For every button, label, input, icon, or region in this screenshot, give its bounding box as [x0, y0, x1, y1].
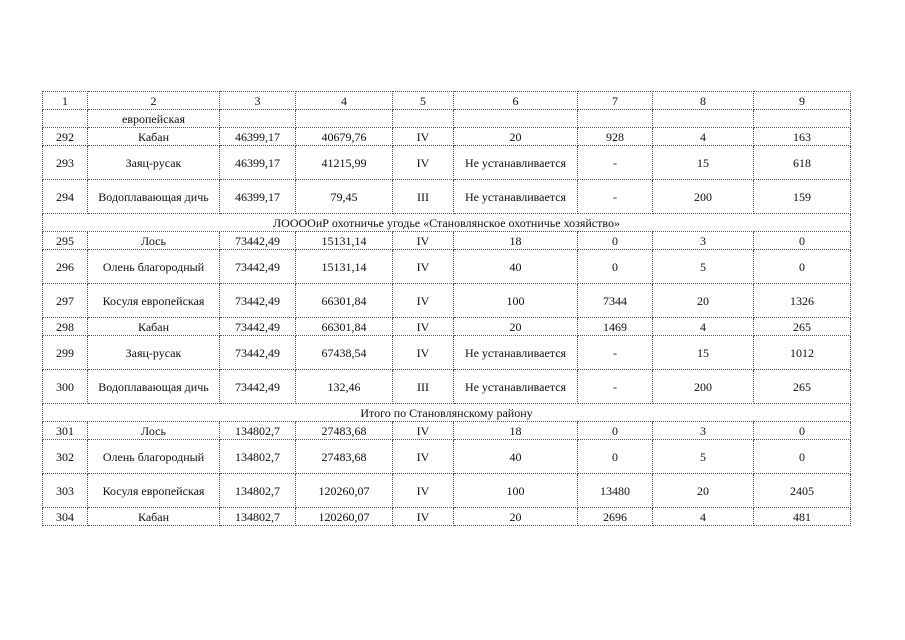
table-cell: 134802,7 — [220, 474, 296, 508]
table-cell: 27483,68 — [296, 422, 393, 440]
table-row — [43, 508, 851, 526]
table-cell: IV — [393, 146, 454, 180]
table-cell: 303 — [43, 474, 88, 508]
table-cell: Не устанавливается — [454, 146, 578, 180]
table-cell: 27483,68 — [296, 440, 393, 474]
table-cell: Водоплавающая дичь — [88, 180, 220, 214]
table-cell: европейская — [88, 110, 220, 128]
table-row — [43, 474, 851, 508]
column-header: 9 — [754, 92, 851, 110]
table-cell — [653, 110, 754, 128]
table-cell: 132,46 — [296, 370, 393, 404]
table-cell: Не устанавливается — [454, 370, 578, 404]
table-cell: 3 — [653, 422, 754, 440]
table-cell: - — [578, 336, 653, 370]
column-header: 1 — [43, 92, 88, 110]
table-cell: 304 — [43, 508, 88, 526]
table-row — [43, 146, 851, 180]
table-cell: Кабан — [88, 508, 220, 526]
table-cell: Лось — [88, 232, 220, 250]
table-cell: 134802,7 — [220, 422, 296, 440]
table-cell: Лось — [88, 422, 220, 440]
column-header: 8 — [653, 92, 754, 110]
table-cell: 2696 — [578, 508, 653, 526]
table-cell: - — [578, 146, 653, 180]
table-cell: 40 — [454, 250, 578, 284]
table-cell: 20 — [454, 508, 578, 526]
table-cell: 200 — [653, 180, 754, 214]
table-cell: IV — [393, 508, 454, 526]
table-cell: 20 — [653, 284, 754, 318]
table-cell: Кабан — [88, 128, 220, 146]
table-cell: 120260,07 — [296, 508, 393, 526]
table-cell: 296 — [43, 250, 88, 284]
table-cell: III — [393, 180, 454, 214]
table-row — [43, 250, 851, 284]
table-cell: 1326 — [754, 284, 851, 318]
table-cell: 20 — [653, 474, 754, 508]
column-header: 2 — [88, 92, 220, 110]
table-cell: 928 — [578, 128, 653, 146]
table-cell: 0 — [578, 440, 653, 474]
table-cell: 292 — [43, 128, 88, 146]
table-body — [43, 92, 851, 526]
table-cell: 18 — [454, 232, 578, 250]
data-table — [42, 91, 851, 526]
table-row — [43, 440, 851, 474]
table-cell: 73442,49 — [220, 336, 296, 370]
table-cell: 293 — [43, 146, 88, 180]
table-cell: 265 — [754, 370, 851, 404]
table-cell: 66301,84 — [296, 284, 393, 318]
table-cell: 13480 — [578, 474, 653, 508]
table-cell: 73442,49 — [220, 284, 296, 318]
table-cell: III — [393, 370, 454, 404]
table-cell: Заяц-русак — [88, 146, 220, 180]
table-row — [43, 128, 851, 146]
table-cell: Косуля европейская — [88, 284, 220, 318]
table-cell: IV — [393, 318, 454, 336]
table-cell: 20 — [454, 318, 578, 336]
table-cell: 66301,84 — [296, 318, 393, 336]
table-cell: 67438,54 — [296, 336, 393, 370]
table-cell: 15131,14 — [296, 250, 393, 284]
table-row — [43, 232, 851, 250]
table-cell: 5 — [653, 440, 754, 474]
table-cell: 134802,7 — [220, 440, 296, 474]
table-cell: IV — [393, 284, 454, 318]
table-row — [43, 370, 851, 404]
table-cell: IV — [393, 422, 454, 440]
table-cell: IV — [393, 336, 454, 370]
table-cell: 4 — [653, 128, 754, 146]
table-cell: Олень благородный — [88, 250, 220, 284]
table-cell — [220, 110, 296, 128]
table-cell: 0 — [578, 232, 653, 250]
table-cell: 18 — [454, 422, 578, 440]
table-cell: 120260,07 — [296, 474, 393, 508]
table-cell: 15 — [653, 336, 754, 370]
table-row — [43, 318, 851, 336]
table-cell: 4 — [653, 318, 754, 336]
column-header: 5 — [393, 92, 454, 110]
table-cell: 134802,7 — [220, 508, 296, 526]
table-cell — [754, 110, 851, 128]
table-cell: 46399,17 — [220, 146, 296, 180]
table-cell: IV — [393, 232, 454, 250]
table-cell: Кабан — [88, 318, 220, 336]
table-cell — [454, 110, 578, 128]
table-cell: Не устанавливается — [454, 180, 578, 214]
table-cell: Не устанавливается — [454, 336, 578, 370]
table-cell: 302 — [43, 440, 88, 474]
table-cell: 159 — [754, 180, 851, 214]
section-title: ЛОООOиР охотничье угодье «Становлянское охотничье хозяйство» — [43, 214, 851, 232]
table-cell: 1469 — [578, 318, 653, 336]
section-row — [43, 214, 851, 232]
table-cell: 481 — [754, 508, 851, 526]
table-cell: 295 — [43, 232, 88, 250]
table-cell — [296, 110, 393, 128]
table-cell: 15131,14 — [296, 232, 393, 250]
table-cell: Олень благородный — [88, 440, 220, 474]
table-cell: 100 — [454, 284, 578, 318]
column-header: 7 — [578, 92, 653, 110]
table-cell: 301 — [43, 422, 88, 440]
column-header: 4 — [296, 92, 393, 110]
table-cell: - — [578, 180, 653, 214]
table-cell: 0 — [578, 250, 653, 284]
table-cell: 163 — [754, 128, 851, 146]
table-row — [43, 180, 851, 214]
table-cell: 46399,17 — [220, 128, 296, 146]
table-cell: 73442,49 — [220, 318, 296, 336]
section-row — [43, 404, 851, 422]
table-row — [43, 422, 851, 440]
table-cell: 300 — [43, 370, 88, 404]
table-cell: 298 — [43, 318, 88, 336]
table-cell: 0 — [578, 422, 653, 440]
table-cell: 100 — [454, 474, 578, 508]
table-row — [43, 336, 851, 370]
table-cell — [393, 110, 454, 128]
table-cell: 0 — [754, 422, 851, 440]
table-cell: 200 — [653, 370, 754, 404]
table-cell: 46399,17 — [220, 180, 296, 214]
table-cell: 299 — [43, 336, 88, 370]
table-header-row — [43, 92, 851, 110]
column-header: 6 — [454, 92, 578, 110]
table-cell: 294 — [43, 180, 88, 214]
table-cell: 0 — [754, 250, 851, 284]
table-cell: 297 — [43, 284, 88, 318]
table-cell: Косуля европейская — [88, 474, 220, 508]
table-cell: 5 — [653, 250, 754, 284]
table-row — [43, 284, 851, 318]
section-title: Итого по Становлянскому району — [43, 404, 851, 422]
table-cell: 0 — [754, 232, 851, 250]
table-cell: Водоплавающая дичь — [88, 370, 220, 404]
table-cell: 1012 — [754, 336, 851, 370]
table-cell — [43, 110, 88, 128]
table-cell: IV — [393, 474, 454, 508]
table-cell: 20 — [454, 128, 578, 146]
table-cell: 15 — [653, 146, 754, 180]
table-cell: 79,45 — [296, 180, 393, 214]
table-cell: 41215,99 — [296, 146, 393, 180]
table-cell: 40 — [454, 440, 578, 474]
table-cell: IV — [393, 128, 454, 146]
table-cell: 73442,49 — [220, 232, 296, 250]
table-cell: 73442,49 — [220, 370, 296, 404]
table-cell: IV — [393, 440, 454, 474]
table-cell: 265 — [754, 318, 851, 336]
table-cell: 73442,49 — [220, 250, 296, 284]
table-cell: 7344 — [578, 284, 653, 318]
column-header: 3 — [220, 92, 296, 110]
table-cell: - — [578, 370, 653, 404]
table-cell: 40679,76 — [296, 128, 393, 146]
table-cell — [578, 110, 653, 128]
table-cell: Заяц-русак — [88, 336, 220, 370]
table-row — [43, 110, 851, 128]
table-cell: IV — [393, 250, 454, 284]
table-cell: 0 — [754, 440, 851, 474]
table-cell: 618 — [754, 146, 851, 180]
table-cell: 4 — [653, 508, 754, 526]
table-cell: 2405 — [754, 474, 851, 508]
table-cell: 3 — [653, 232, 754, 250]
